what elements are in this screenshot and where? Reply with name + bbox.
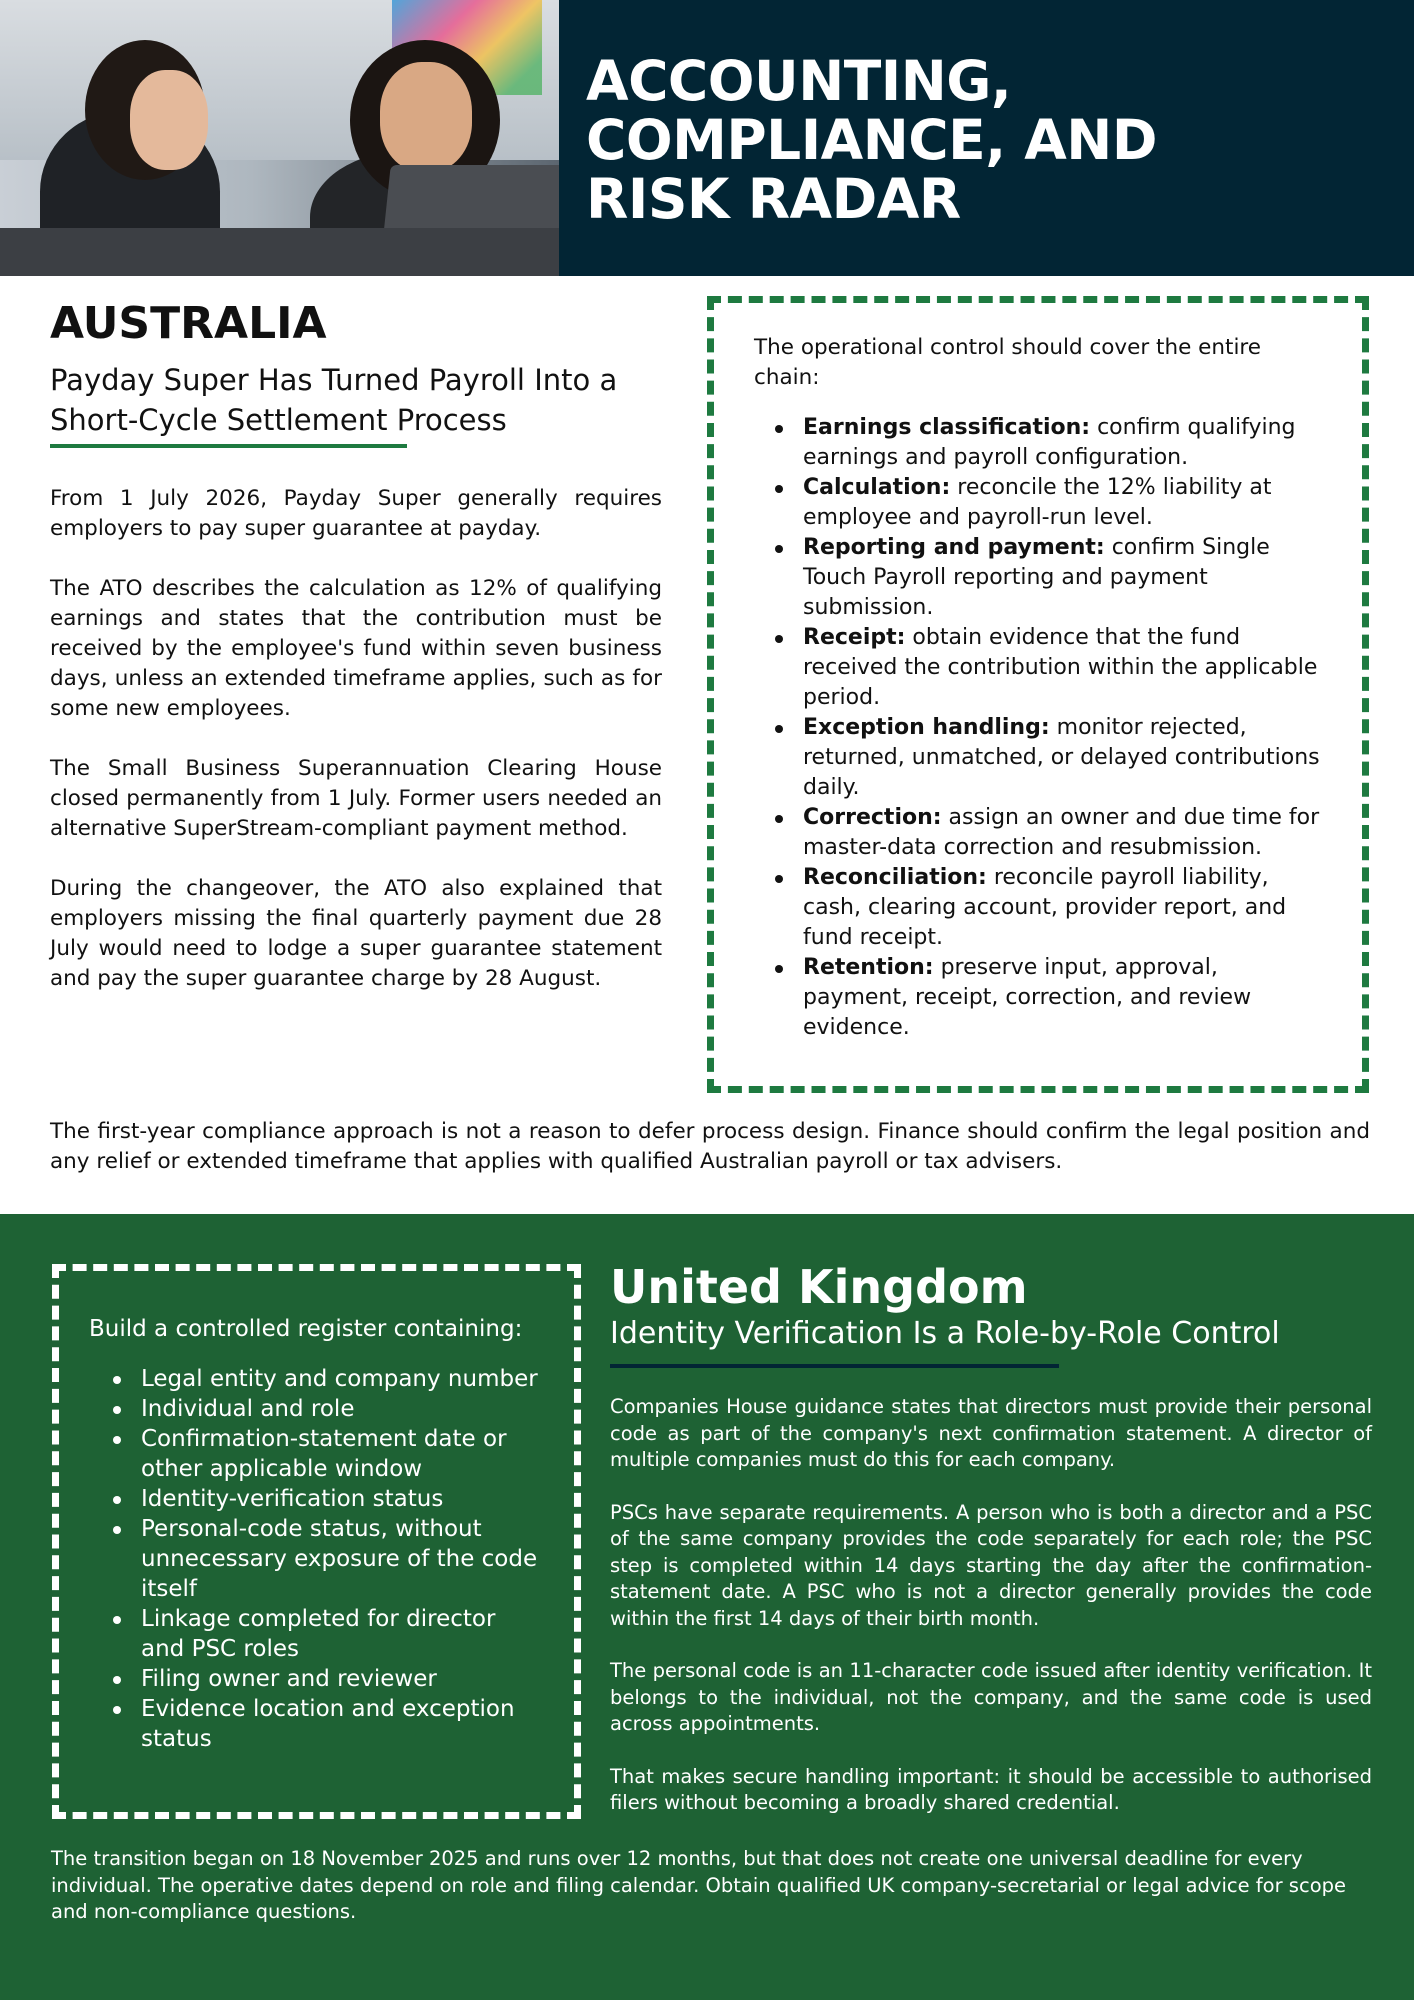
list-item: Retention: preserve input, approval, payment, receipt, correction, and review evidence.: [803, 953, 1324, 1043]
list-item: Confirmation-statement date or other applicable window: [141, 1424, 544, 1484]
uk-paragraph: That makes secure handling important: it should be accessible to authorised filers without becoming a broadly shared credential.: [610, 1764, 1372, 1814]
page-header: [0, 0, 1414, 276]
header-photo: [0, 0, 559, 276]
uk-register-box: [52, 1264, 581, 1819]
uk-body: [610, 1394, 1372, 1817]
uk-box-intro: Build a controlled register containing:: [89, 1316, 523, 1342]
uk-heading: United Kingdom: [610, 1260, 1028, 1314]
australia-heading: AUSTRALIA: [50, 298, 327, 349]
list-item: Evidence location and exception status: [141, 1694, 544, 1754]
australia-paragraph: From 1 July 2026, Payday Super generally requires employers to pay super guarantee at payday.: [50, 486, 662, 541]
list-item: Reporting and payment: confirm Single Touch Payroll reporting and payment submission.: [803, 533, 1324, 623]
list-item: Linkage completed for director and PSC roles: [141, 1604, 544, 1664]
uk-content: [610, 1260, 1372, 1843]
list-item: Legal entity and company number: [141, 1364, 544, 1394]
list-item: Earnings classification: confirm qualifying earnings and payroll configuration.: [803, 413, 1324, 473]
australia-control-list: [754, 413, 1324, 1043]
australia-control-box: [707, 296, 1369, 1093]
list-item: Exception handling: monitor rejected, returned, unmatched, or delayed contributions daily.: [803, 713, 1324, 803]
uk-subtitle-underline: [610, 1364, 1059, 1368]
australia-paragraph: The Small Business Superannuation Clearing House closed permanently from 1 July. Former users needed an alternative SuperStream-compliant payment method.: [50, 756, 662, 841]
uk-paragraph: PSCs have separate requirements. A person who is both a director and a PSC of the same company provides the code separately for each role; the PSC step is completed within 14 days starting the day after the confirmation-statement date. A PSC who is not a director generally provides the code within the first 14 days of their birth month.: [610, 1500, 1372, 1630]
uk-subtitle: Identity Verification Is a Role-by-Role Control: [610, 1316, 1280, 1351]
list-item: Personal-code status, without unnecessary exposure of the code itself: [141, 1514, 544, 1604]
uk-paragraph: The personal code is an 11-character code issued after identity verification. It belongs to the individual, not the company, and the same code is used across appointments.: [610, 1659, 1372, 1735]
australia-subtitle: Payday Super Has Turned Payroll Into a Short-Cycle Settlement Process: [50, 363, 618, 437]
uk-footer-note: The transition began on 18 November 2025 and runs over 12 months, but that does not create one universal deadline for every individual. The operative dates depend on role and filing calendar. Obtain qualified UK company-secretarial or legal advice for scope and non-compliance questions.: [51, 1847, 1346, 1923]
australia-section: [50, 296, 662, 1024]
list-item: Receipt: obtain evidence that the fund received the contribution within the applicable period.: [803, 623, 1324, 713]
uk-section: [0, 1214, 1414, 2000]
list-item: Individual and role: [141, 1394, 544, 1424]
list-item: Filing owner and reviewer: [141, 1664, 544, 1694]
australia-subtitle-underline: [50, 444, 407, 448]
list-item: Reconciliation: reconcile payroll liability, cash, clearing account, provider report, and fund receipt.: [803, 863, 1324, 953]
uk-paragraph: Companies House guidance states that directors must provide their personal code as part of the company's next confirmation statement. A director of multiple companies must do this for each company.: [610, 1395, 1372, 1471]
australia-box-intro: The operational control should cover the entire chain:: [754, 335, 1262, 390]
page-title: ACCOUNTING, COMPLIANCE, AND RISK RADAR: [586, 49, 1157, 231]
australia-paragraph: The ATO describes the calculation as 12% of qualifying earnings and states that the contribution must be received by the employee's fund within seven business days, unless an extended timeframe applies, such as for some new employees.: [50, 576, 662, 721]
list-item: Identity-verification status: [141, 1484, 544, 1514]
list-item: Calculation: reconcile the 12% liability at employee and payroll-run level.: [803, 473, 1324, 533]
australia-paragraph: During the changeover, the ATO also explained that employers missing the final quarterly payment due 28 July would need to lodge a super guarantee statement and pay the super guarantee charge by 28 August.: [50, 876, 662, 991]
list-item: Correction: assign an owner and due time for master-data correction and resubmission.: [803, 803, 1324, 863]
australia-body: [50, 484, 662, 994]
uk-register-list: [89, 1364, 544, 1754]
australia-footer-note: The first-year compliance approach is not a reason to defer process design. Finance should confirm the legal position and any relief or extended timeframe that applies with qualified Australian payroll or tax advisers.: [50, 1119, 1370, 1174]
